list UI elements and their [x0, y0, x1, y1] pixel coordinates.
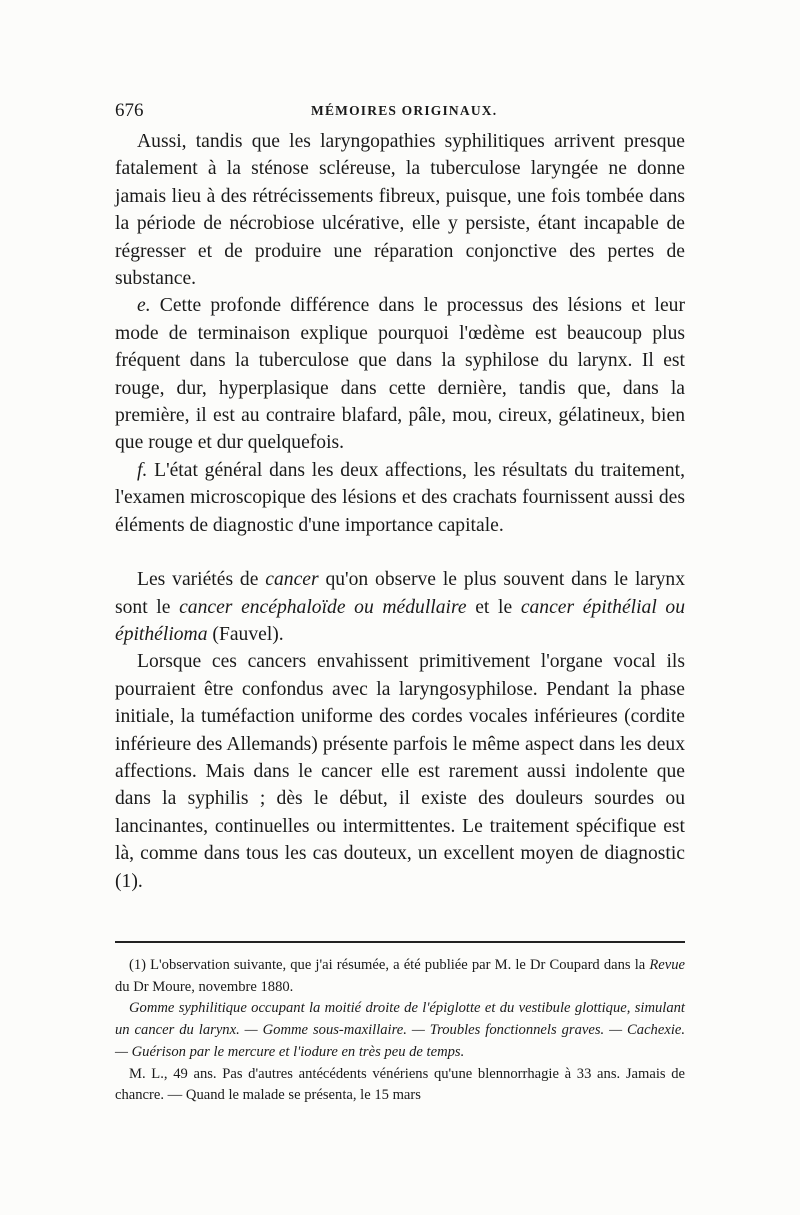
paragraph-label: e.	[137, 295, 151, 317]
italic-term: cancer encéphaloïde ou médullaire	[179, 596, 467, 618]
paragraph-text: (Fauvel).	[207, 623, 284, 645]
paragraph	[115, 457, 685, 539]
footnote-text: (1) L'observation suivante, que j'ai résumée, a été publiée par M. le Dr Coupard dans la	[129, 957, 650, 973]
footnote-rule	[115, 941, 685, 943]
footnote-title: Gomme syphilitique occupant la moitié droite de l'épiglotte et du vestibule glottique, simulant un cancer du larynx. — Gomme sous-maxillaire. — Troubles fonctionnels graves. — Cachexie. — Guérison par le mercure et l'iodure en très peu de temps.	[115, 1000, 685, 1060]
patient-initials: M. L.	[129, 1065, 164, 1082]
italic-term: Revue	[649, 957, 685, 973]
paragraph-text: L'état général dans les deux affections, les résultats du traitement, l'examen microscopique des lésions et des crachats fournissent aussi des éléments de diagnostic d'une importance capitale.	[115, 459, 685, 536]
footnote	[115, 1064, 685, 1107]
paragraph-text: Aussi, tandis que les laryngopathies syphilitiques arrivent presque fatalement à la sténose scléreuse, la tuberculose laryngée ne donne jamais lieu à des rétrécissements fibreux, puisque, une fois tombée dans la période de nécrobiose ulcérative, elle y persiste, étant incapable de régresser et de produire une réparation conjonctive des pertes de substance.	[115, 131, 685, 290]
italic-term: cancer épithélial ou épithélioma	[115, 596, 686, 645]
paragraph-text: Lorsque ces cancers envahissent primitivement l'organe vocal ils pourraient être confondus avec la laryngosyphilose. Pendant la phase initiale, la tuméfaction uniforme des cordes vocales inférieures (cordite inférieure des Allemands) présente parfois le même aspect dans les deux affections. Mais dans le cancer elle est rarement aussi indolente que dans la syphilis ; dès le début, il existe des douleurs sourdes ou lancinantes, continuelles ou intermittentes. Le traitement spécifique est là, comme dans tous les cas douteux, un excellent moyen de diagnostic (1).	[115, 651, 685, 892]
running-head: MÉMOIRES ORIGINAUX.	[311, 103, 498, 118]
footnote	[115, 998, 685, 1063]
paragraph-text: et le	[466, 596, 521, 618]
paragraph-label: f.	[137, 459, 148, 481]
footnote	[115, 955, 685, 998]
main-text	[115, 128, 685, 895]
paragraph	[115, 648, 685, 895]
paragraph	[115, 566, 685, 648]
paragraph	[115, 128, 685, 292]
footnote-text: du Dr Moure, novembre 1880.	[115, 978, 294, 995]
paragraph-text: Les variétés de	[137, 569, 266, 591]
page-header	[115, 100, 685, 124]
paragraph-text: Cette profonde différence dans le processus des lésions et leur mode de terminaison explique pourquoi l'œdème est beaucoup plus fréquent dans la tuberculose que dans la syphilose du larynx. Il est rouge, dur, hyperplasique dans cette dernière, tandis que, dans la première, il est au contraire blafard, pâle, mou, cireux, gélatineux, bien que rouge et dur quelquefois.	[115, 295, 685, 454]
footnotes	[115, 955, 685, 1107]
footnote-text: , 49 ans. Pas d'autres antécédents vénériens qu'une blennorrhagie à 33 ans. Jamais de chancre. — Quand le malade se présenta, le 15 mars	[115, 1065, 685, 1104]
paragraph-text: qu'on observe le plus souvent dans le larynx sont le	[115, 569, 685, 618]
italic-term: cancer	[265, 569, 319, 591]
paragraph	[115, 292, 685, 456]
page-number: 676	[115, 100, 144, 121]
